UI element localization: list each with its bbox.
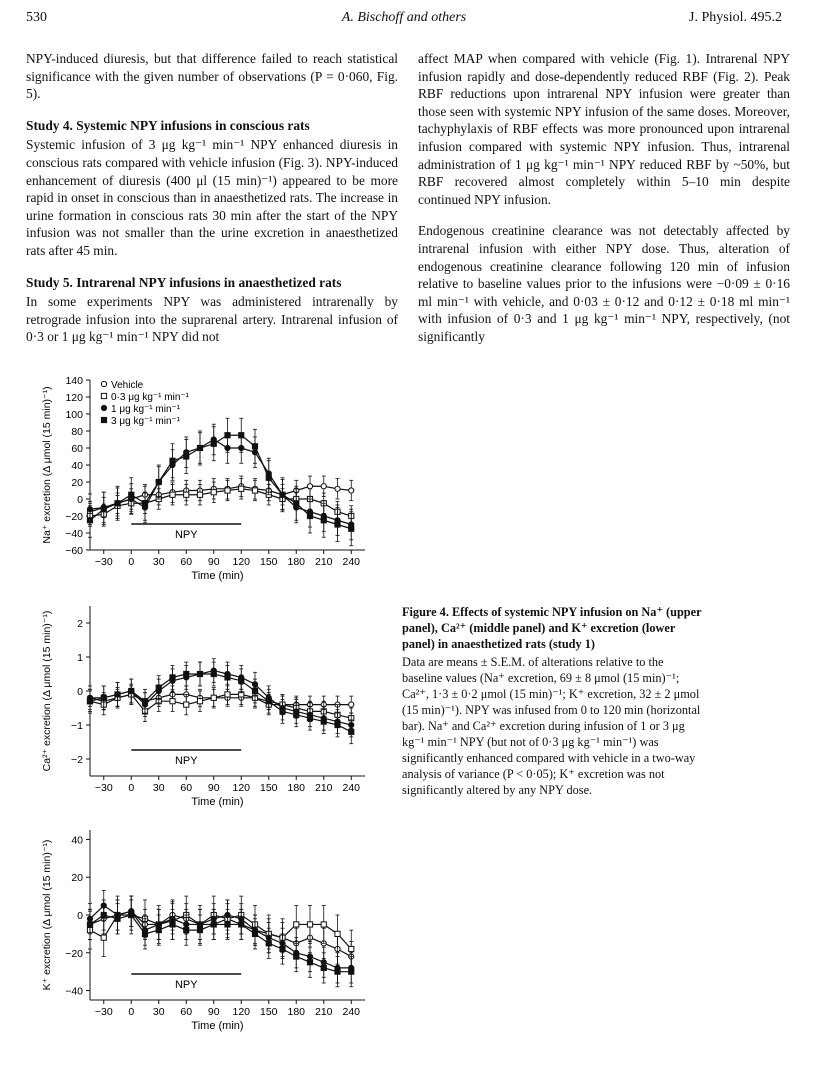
x-tick-label: −30 [94, 1006, 113, 1018]
x-tick-label: 150 [259, 1006, 278, 1018]
data-point [225, 433, 230, 438]
data-point [142, 699, 147, 704]
data-point [211, 441, 216, 446]
data-point [156, 685, 161, 690]
data-point [129, 912, 134, 917]
series [87, 662, 353, 744]
data-point [129, 688, 134, 693]
series [87, 476, 353, 522]
data-point [349, 946, 354, 951]
data-point [349, 702, 354, 707]
running-title: A. Bischoff and others [341, 10, 467, 25]
data-point [335, 969, 340, 974]
data-point [101, 935, 106, 940]
y-tick-label: −2 [71, 754, 83, 766]
data-point [170, 458, 175, 463]
data-point [349, 729, 354, 734]
x-tick-label: −30 [94, 782, 113, 794]
series [87, 896, 353, 972]
data-point [252, 488, 257, 493]
data-point [211, 922, 216, 927]
npy-bar-label: NPY [174, 979, 198, 991]
data-point [184, 492, 189, 497]
legend-label: 3 μg kg⁻¹ min⁻¹ [111, 416, 181, 427]
data-point [101, 695, 106, 700]
data-point [252, 688, 257, 693]
data-point [349, 969, 354, 974]
legend-label: 0·3 μg kg⁻¹ min⁻¹ [111, 392, 190, 403]
y-tick-label: −40 [65, 528, 83, 540]
data-point [197, 699, 202, 704]
data-point [307, 484, 312, 489]
legend-marker [101, 393, 106, 398]
legend-marker [101, 381, 106, 386]
data-point [170, 922, 175, 927]
y-tick-label: −40 [65, 985, 83, 998]
series [87, 684, 353, 728]
data-point [225, 488, 230, 493]
data-point [87, 699, 92, 704]
ca-excretion-chart [20, 596, 380, 818]
y-tick-label: 20 [71, 872, 83, 885]
y-axis-title: Ca²⁺ excretion (Δ μmol (15 min)⁻¹) [41, 610, 53, 772]
data-point [349, 488, 354, 493]
data-point [225, 692, 230, 697]
y-tick-label: 2 [77, 618, 83, 630]
x-tick-label: 90 [207, 782, 220, 794]
x-tick-label: 0 [128, 556, 135, 568]
data-point [252, 931, 257, 936]
x-tick-label: 30 [152, 782, 165, 794]
paragraph: affect MAP when compared with vehicle (Fig. 1). Intrarenal NPY infusion rapidly and dose-dependently reduced RBF (Fig. 2). Peak RBF reductions upon intrarenal NPY infusion were greater than those seen with systemic NPY infusion of the same doses. Moreover, tachyphylaxis of RBF effects was more pronounced upon intrarenal infusion compared with systemic NPY infusion. Thus, intrarenal administration of 1 μg kg⁻¹ min⁻¹ NPY reduced RBF by ~50%, but RBF recovered almost completely within 5–10 min despite continued NPY infusion. [418, 51, 790, 207]
data-point [197, 671, 202, 676]
page-header [26, 10, 782, 30]
data-point [184, 702, 189, 707]
na-excretion-chart [20, 370, 380, 592]
data-point [142, 501, 147, 506]
x-tick-label: −30 [94, 556, 113, 568]
legend-marker [101, 405, 106, 410]
section-heading-study5: Study 5. Intrarenal NPY infusions in anaesthetized rats [26, 274, 342, 290]
y-tick-label: 1 [77, 652, 83, 664]
x-tick-label: 240 [342, 782, 361, 794]
data-point [321, 719, 326, 724]
y-tick-label: 120 [65, 392, 83, 404]
x-tick-label: 180 [287, 1006, 306, 1018]
x-tick-label: 180 [287, 782, 306, 794]
data-point [239, 433, 244, 438]
data-point [184, 454, 189, 459]
data-point [211, 671, 216, 676]
data-point [307, 513, 312, 518]
x-tick-label: 120 [232, 782, 251, 794]
data-point [211, 490, 216, 495]
y-tick-label: 60 [71, 443, 83, 455]
npy-bar-label: NPY [174, 755, 198, 767]
data-point [335, 486, 340, 491]
data-point [197, 445, 202, 450]
data-point [225, 675, 230, 680]
data-point [129, 492, 134, 497]
series-line [90, 915, 351, 949]
legend-label: 1 μg kg⁻¹ min⁻¹ [111, 404, 181, 415]
paragraph: NPY-induced diuresis, but that difference failed to reach statistical significance with the given number of observations (P = 0·060, Fig. 5). [26, 51, 398, 102]
data-point [335, 931, 340, 936]
x-tick-label: 90 [207, 556, 220, 568]
data-point [115, 916, 120, 921]
x-axis-title: Time (min) [191, 796, 244, 808]
data-point [335, 722, 340, 727]
x-tick-label: 30 [152, 1006, 165, 1018]
data-point [307, 716, 312, 721]
data-point [321, 922, 326, 927]
caption-title: Figure 4. Effects of systemic NPY infusion on Na⁺ (upper panel), Ca²⁺ (middle panel) and K⁺ excretion (lower panel) in anaesthetized rats (study 1) [402, 605, 702, 651]
left-column [26, 50, 398, 360]
series [87, 686, 353, 713]
data-point [349, 526, 354, 531]
y-tick-label: −1 [71, 720, 83, 732]
x-tick-label: 0 [128, 1006, 135, 1018]
y-tick-label: 40 [71, 834, 83, 847]
y-tick-label: 80 [71, 426, 83, 438]
data-point [294, 501, 299, 506]
page-number: 530 [26, 10, 47, 25]
data-point [184, 671, 189, 676]
y-tick-label: 0 [77, 910, 83, 922]
data-point [239, 678, 244, 683]
paragraph: In some experiments NPY was administered intrarenally by retrograde infusion into the suprarenal artery. Intrarenal infusion of 0·3 or 1 μg kg⁻¹ min⁻¹ NPY did not [26, 294, 398, 345]
data-point [266, 699, 271, 704]
x-tick-label: 120 [232, 556, 251, 568]
section-heading-study4: Study 4. Systemic NPY infusions in conscious rats [26, 117, 310, 133]
data-point [142, 931, 147, 936]
paragraph: Systemic infusion of 3 μg kg⁻¹ min⁻¹ NPY enhanced diuresis in conscious rats compared with vehicle infusion (Fig. 3). NPY-induced enhancement of diuresis (400 μl (15 min)⁻¹) appeared to be more rapid in onset in conscious than in anaesthetized rats. The increase in urine formation in conscious rats 30 min after the start of the NPY infusion was not smaller than the urine excretion in anaesthetized rats after 45 min. [26, 137, 398, 258]
data-point [266, 475, 271, 480]
x-tick-label: 60 [180, 1006, 193, 1018]
data-point [184, 928, 189, 933]
journal-reference: J. Physiol. 495.2 [689, 10, 782, 25]
data-point [280, 492, 285, 497]
x-tick-label: 240 [342, 1006, 361, 1018]
y-tick-label: 20 [71, 477, 83, 489]
data-point [87, 922, 92, 927]
data-point [101, 507, 106, 512]
x-tick-label: 210 [314, 1006, 333, 1018]
data-point [252, 444, 257, 449]
data-point [170, 492, 175, 497]
x-tick-label: 210 [314, 556, 333, 568]
data-point [266, 941, 271, 946]
data-point [211, 695, 216, 700]
data-point [280, 709, 285, 714]
y-tick-label: −20 [65, 511, 83, 523]
data-point [321, 484, 326, 489]
data-point [321, 965, 326, 970]
x-tick-label: 150 [259, 782, 278, 794]
x-tick-label: 0 [128, 782, 135, 794]
data-point [197, 492, 202, 497]
data-point [170, 675, 175, 680]
y-tick-label: 140 [65, 375, 83, 387]
x-tick-label: 180 [287, 556, 306, 568]
right-column [418, 50, 790, 360]
caption-body: Data are means ± S.E.M. of alterations relative to the baseline values (Na⁺ excretion, 69 ± 8 μmol (15 min)⁻¹; Ca²⁺, 1·3 ± 0·2 μmol (15 min)⁻¹; K⁺ excretion, 32 ± 2 μmol (15 min)⁻¹). NPY was infused from 0 to 120 min (horizontal bar). Na⁺ and Ca²⁺ excretion during infusion of 1 or 3 μg kg⁻¹ min⁻¹ NPY (but not of 0·3 μg kg⁻¹ min⁻¹) was significantly enhanced compared with vehicle in a two-way analysis of variance (P < 0·05); K⁺ excretion was not significantly altered by any NPY dose. [402, 655, 701, 797]
x-tick-label: 30 [152, 556, 165, 568]
data-point [87, 518, 92, 523]
data-point [239, 922, 244, 927]
series [87, 418, 353, 546]
y-tick-label: 0 [77, 494, 83, 506]
y-tick-label: 0 [77, 686, 83, 698]
data-point [321, 518, 326, 523]
figure-caption [402, 604, 702, 798]
data-point [307, 922, 312, 927]
y-tick-label: −20 [65, 947, 83, 960]
x-tick-label: 210 [314, 782, 333, 794]
x-tick-label: 120 [232, 1006, 251, 1018]
data-point [156, 928, 161, 933]
x-tick-label: 150 [259, 556, 278, 568]
data-point [294, 954, 299, 959]
data-point [294, 922, 299, 927]
x-tick-label: 240 [342, 556, 361, 568]
data-point [239, 486, 244, 491]
npy-bar-label: NPY [174, 529, 198, 541]
x-axis-title: Time (min) [191, 570, 244, 582]
data-point [280, 946, 285, 951]
legend-label: Vehicle [111, 380, 144, 391]
data-point [101, 912, 106, 917]
x-axis-title: Time (min) [191, 1020, 244, 1032]
series [87, 890, 353, 983]
y-tick-label: 40 [71, 460, 83, 472]
y-tick-label: 100 [65, 409, 83, 421]
data-point [225, 922, 230, 927]
data-point [294, 712, 299, 717]
data-point [307, 960, 312, 965]
x-tick-label: 60 [180, 556, 193, 568]
data-point [156, 479, 161, 484]
data-point [170, 699, 175, 704]
legend-marker [101, 417, 106, 422]
y-tick-label: −60 [65, 545, 83, 557]
series [87, 424, 353, 540]
paragraph: Endogenous creatinine clearance was not detectably affected by intrarenal infusion with either NPY dose. Thus, alteration of endogenous creatinine clearance following 120 min of infusion relative to baseline values prior to the infusions were −0·09 ± 0·16 ml min⁻¹ with vehicle, and 0·03 ± 0·12 and 0·12 ± 0·18 ml min⁻¹ with infusion of 0·3 and 1 μg kg⁻¹ min⁻¹ NPY, respectively, (not significantly [418, 223, 790, 344]
data-point [197, 928, 202, 933]
data-point [115, 692, 120, 697]
series [87, 896, 353, 968]
x-tick-label: 60 [180, 782, 193, 794]
x-tick-label: 90 [207, 1006, 220, 1018]
k-excretion-chart [20, 820, 380, 1042]
y-axis-title: Na⁺ excretion (Δ μmol (15 min)⁻¹) [41, 386, 53, 544]
y-axis-title: K⁺ excretion (Δ μmol (15 min)⁻¹) [41, 839, 53, 991]
data-point [335, 522, 340, 527]
data-point [115, 501, 120, 506]
